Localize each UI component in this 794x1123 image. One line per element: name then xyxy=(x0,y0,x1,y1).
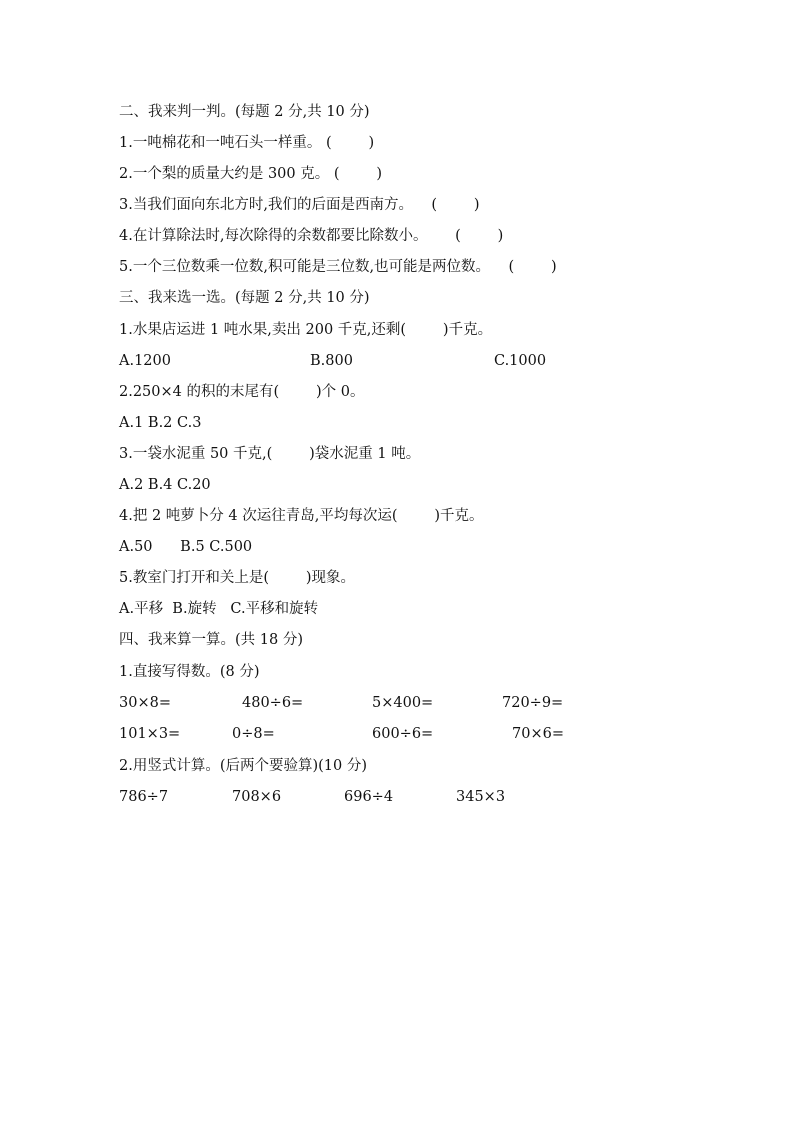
choice-option-1b: B.800 xyxy=(310,353,353,369)
judge-item-4: 4.在计算除法时,每次除得的余数都要比除数小。 ( ) xyxy=(119,228,504,244)
mental-math-title: 1.直接写得数。(8 分) xyxy=(119,664,260,680)
judge-item-1: 1.一吨棉花和一吨石头一样重。 ( ) xyxy=(119,135,375,151)
choice-option-1a: A.1200 xyxy=(119,353,171,369)
judge-item-3: 3.当我们面向东北方时,我们的后面是西南方。 ( ) xyxy=(119,197,480,213)
judge-item-2: 2.一个梨的质量大约是 300 克。 ( ) xyxy=(119,166,383,182)
choice-question-1: 1.水果店运进 1 吨水果,卖出 200 千克,还剩( )千克。 xyxy=(119,322,493,338)
choice-options-2: A.1 B.2 C.3 xyxy=(119,415,202,431)
choice-question-2: 2.250×4 的积的末尾有( )个 0。 xyxy=(119,384,365,400)
choice-options-3: A.2 B.4 C.20 xyxy=(119,477,211,493)
mental-math-item: 720÷9= xyxy=(502,695,564,711)
choice-question-4: 4.把 2 吨萝卜分 4 次运往青岛,平均每次运( )千克。 xyxy=(119,508,484,524)
mental-math-item: 480÷6= xyxy=(242,695,304,711)
judge-item-5: 5.一个三位数乘一位数,积可能是三位数,也可能是两位数。 ( ) xyxy=(119,259,557,275)
section-4-heading: 四、我来算一算。(共 18 分) xyxy=(119,632,303,648)
vertical-calc-item: 786÷7 xyxy=(119,789,169,805)
vertical-calc-item: 708×6 xyxy=(232,789,282,805)
mental-math-item: 0÷8= xyxy=(232,726,275,742)
choice-question-5: 5.教室门打开和关上是( )现象。 xyxy=(119,570,356,586)
section-2-heading: 二、我来判一判。(每题 2 分,共 10 分) xyxy=(119,104,370,120)
choice-option-1c: C.1000 xyxy=(494,353,547,369)
choice-options-5: A.平移 B.旋转 C.平移和旋转 xyxy=(119,601,319,617)
mental-math-item: 70×6= xyxy=(512,726,564,742)
vertical-calc-item: 696÷4 xyxy=(344,789,394,805)
mental-math-item: 600÷6= xyxy=(372,726,434,742)
vertical-calc-item: 345×3 xyxy=(456,789,506,805)
mental-math-item: 5×400= xyxy=(372,695,434,711)
mental-math-item: 101×3= xyxy=(119,726,181,742)
vertical-calc-title: 2.用竖式计算。(后两个要验算)(10 分) xyxy=(119,758,368,774)
mental-math-item: 30×8= xyxy=(119,695,171,711)
choice-options-4: A.50 B.5 C.500 xyxy=(119,539,253,555)
choice-question-3: 3.一袋水泥重 50 千克,( )袋水泥重 1 吨。 xyxy=(119,446,421,462)
section-3-heading: 三、我来选一选。(每题 2 分,共 10 分) xyxy=(119,290,370,306)
